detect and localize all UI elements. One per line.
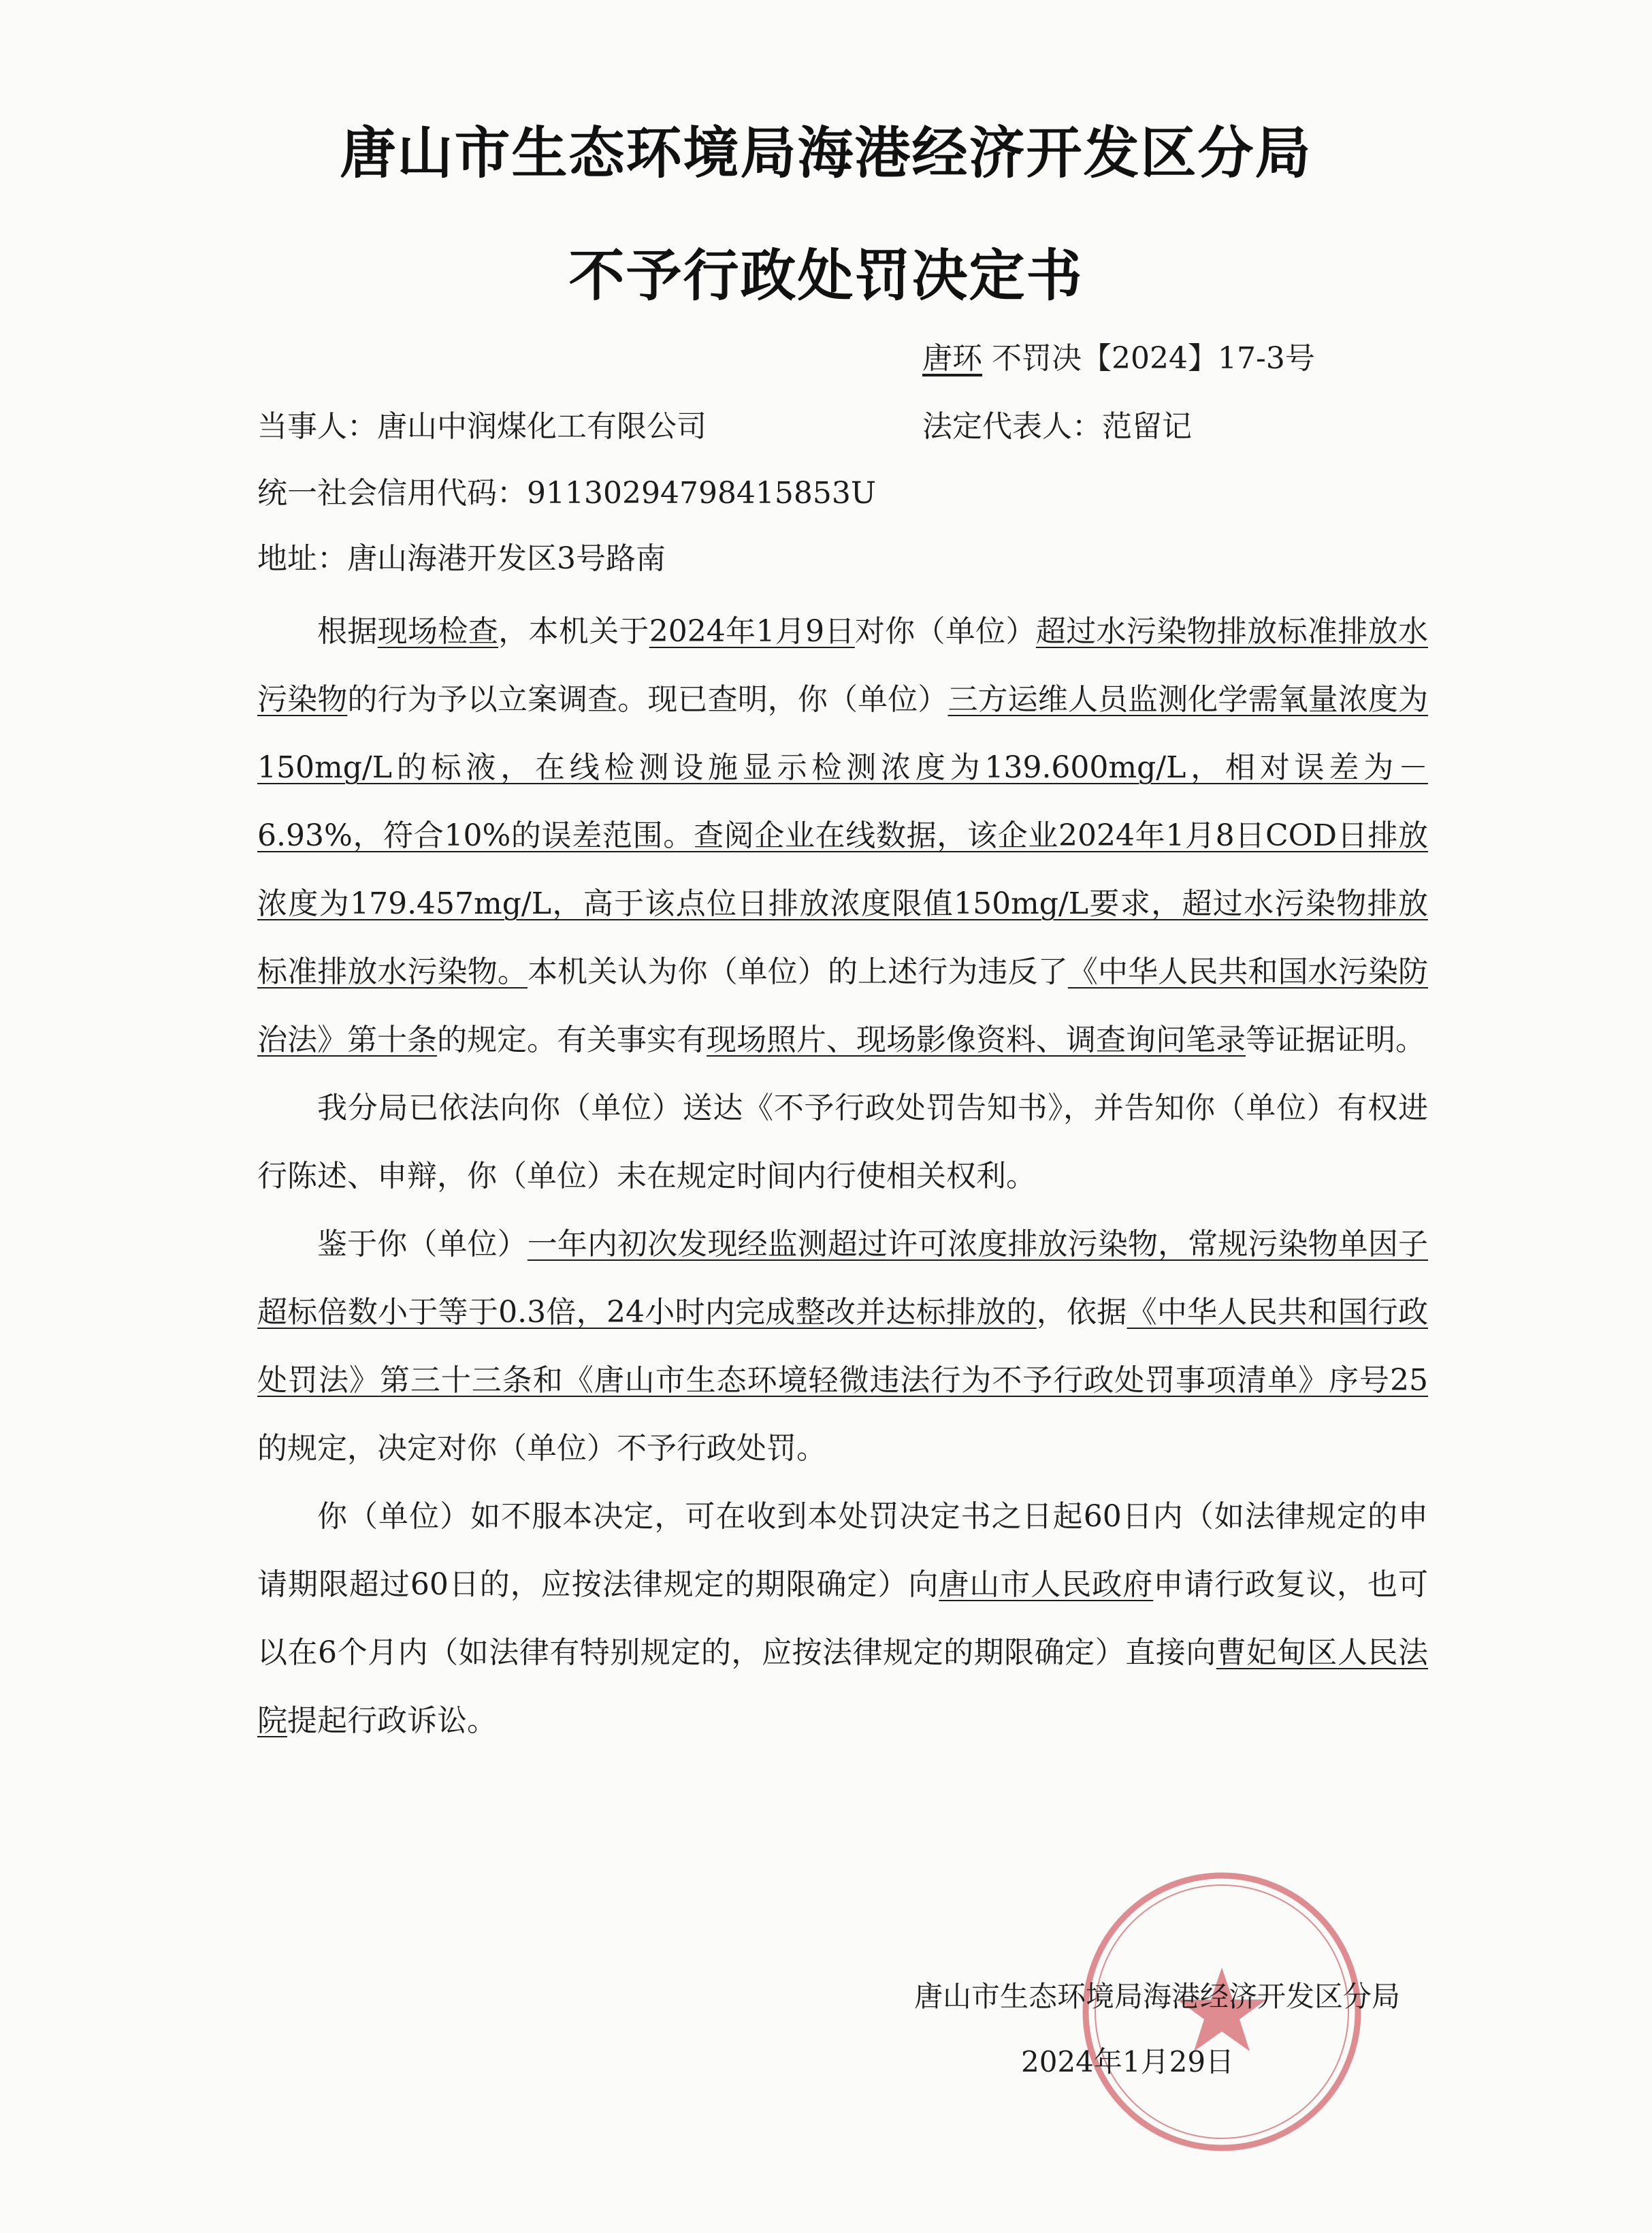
document-type-title: 不予行政处罚决定书 [568,243,1084,308]
party-value: 唐山中润煤化工有限公司 [377,409,707,444]
facts-paragraph [257,598,1428,1074]
document-number-rest: 不罚决【2024】17-3号 [992,341,1315,376]
party-line [257,402,707,445]
text-run: 等证据证明。 [1246,1023,1425,1057]
violation-type: 超过水污染物排放标准排放水污染物 [257,614,1428,717]
text-run: 对你（单位） [854,614,1036,649]
legal-basis: 《中华人民共和国行政处罚法》第三十三条和《唐山市生态环境轻微违法行为不予行政处罚事项清单》序号25 [257,1295,1429,1398]
inspection-date: 2024年1月9日 [649,614,855,649]
address-line [257,534,666,577]
appeal-paragraph [257,1483,1428,1755]
credit-code-value: 91130294798415853U [527,476,876,511]
text-run: 鉴于你（单位） [317,1227,528,1262]
address-label: 地址： [257,541,347,576]
credit-code-line [257,468,876,512]
inspection-method: 现场检查 [377,614,499,649]
text-run: ，依据 [1036,1295,1127,1330]
document-number [922,334,1315,377]
issuer-signature: 唐山市生态环境局海港经济开发区分局 [913,1980,1400,2013]
mitigating-circumstances: 一年内初次发现经监测超过许可浓度排放污染物，常规污染物单因子超标倍数小于等于0.3倍，24小时内完成整改并达标排放的 [257,1227,1429,1330]
address-value: 唐山海港开发区3号路南 [347,541,666,576]
review-authority: 唐山市人民政府 [939,1567,1154,1602]
text-run: 的行为予以立案调查。现已查明，你（单位） [347,682,948,717]
notice-paragraph: 我分局已依法向你（单位）送达《不予行政处罚告知书》，并告知你（单位）有权进行陈述、申辩，你（单位）未在规定时间内行使相关权利。 [257,1091,1428,1193]
litigation-court: 曹妃甸区人民法院 [257,1635,1429,1738]
ruling-paragraph [257,1210,1428,1483]
findings-detail: 三方运维人员监测化学需氧量浓度为150mg/L的标液，在线检测设施显示检测浓度为139.600mg/L，相对误差为－6.93%，符合10%的误差范围。查阅企业在线数据，该企业2024年1月8日COD日排放浓度为179.457mg/L，高于该点位日排放浓度限值150mg/L要求，超过水污染物排放标准排放水污染物。 [257,682,1429,989]
decision-body [257,598,1428,1755]
text-run: 提起行政诉讼。 [287,1703,497,1738]
document-issuer-title: 唐山市生态环境局海港经济开发区分局 [340,121,1312,186]
issue-date: 2024年1月29日 [1021,2045,1235,2078]
text-run: 的规定。有关事实有 [437,1023,707,1057]
text-run: 申请行政复议，也可以在6个月内（如法律有特别规定的，应按法律规定的期限确定）直接向 [257,1567,1429,1670]
legal-rep-label: 法定代表人： [922,409,1102,444]
legal-rep-line [922,402,1192,445]
text-run: 你（单位）如不服本决定，可在收到本处罚决定书之日起60日内（如法律规定的申请期限超过60日的，应按法律规定的期限确定）向 [257,1499,1428,1602]
legal-rep-value: 范留记 [1102,409,1192,444]
text-run: 根据 [317,614,378,649]
text-run: 的规定，决定对你（单位）不予行政处罚。 [257,1431,826,1466]
text-run: 本机关认为你（单位）的上述行为违反了 [527,954,1068,989]
party-label: 当事人： [257,409,377,444]
violated-law: 《中华人民共和国水污染防治法》第十条 [257,954,1429,1057]
text-run: ，本机关于 [498,614,649,649]
document-number-prefix: 唐环 [922,341,982,376]
credit-code-label: 统一社会信用代码： [257,476,527,511]
evidence-list: 现场照片、现场影像资料、调查询问笔录 [707,1023,1246,1057]
